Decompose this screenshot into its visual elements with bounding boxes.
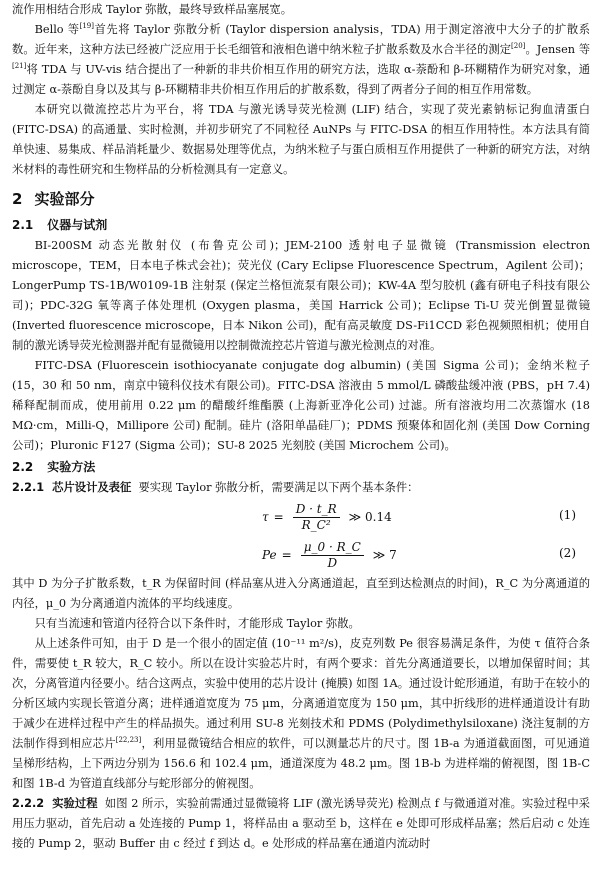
text-span: 如图 2 所示，实验前需通过显微镜将 LIF (激光诱导荧光) 检测点 f 与微通道对准。实验过程中采用压力驱动，首先启动 a 处连接的 Pump 1，将样品由 a 驱动至 b，这样在 e 处即可形成样品塞；然后启动 c 处连接的 Pump 2，驱动 Buffer 由 c 经过 f 到达 d。e 处形成的样品塞在通道内流动时 [12,797,590,850]
eq-fraction [301,540,364,571]
eq-number: (2) [559,546,576,560]
eq-relation: ≫ 0.14 [348,510,392,524]
citation-19: [19] [79,22,94,31]
section-title: 实验部分 [34,190,95,208]
paragraph-study-summary: 本研究以微流控芯片为平台，将 TDA 与激光诱导荧光检测 (LIF) 结合，实现了荧光素钠标记狗血清蛋白 (FITC-DSA) 的高通量、实时检测，并初步研究了不同粒径 AuNPs 与 FITC-DSA 的相互作用特性。本方法具有简单快速、易集成、样品消耗量少、数据易处理等优点，为纳米粒子与蛋白质相互作用提供了一种新的研究方法，对纳米材料的毒性研究和生物样品的分析检测具有一定意义。 [12,103,590,176]
section-title: 实验过程 [52,797,98,810]
text-span: Bello 等 [34,23,80,36]
citation-22-23: [22,23] [115,736,142,745]
eq-lhs: Pe [262,548,277,562]
eq-numerator: D · t_R [293,502,340,518]
section-number: 2.2 [12,460,34,474]
text-span: 从上述条件可知，由于 D 是一个很小的固定值 (10⁻¹¹ m²/s)，皮克列数 Pe 很容易满足条件，为使 τ 值符合条件，需要使 t_R 较大，R_C 较小。所以在设计实验芯片时，有两个要求：首先分离通道要长，以增加保留时间；其次，分离管道内径要小。结合这两点，实验中使用的芯片设计 (掩膜) 如图 1A。通过设计蛇形通道，有助于在较小的分析区域内实现长管道分离；进样通道宽度为 75 μm，分离通道宽度为 150 μm，其中折线形的进样通道设计有助于减少在进样过程中产生的样品损失。通过利用 SU-8 光刻技术和 PDMS (Polydimethylsiloxane) 浇注复制的方法制作得到相应芯片 [12,637,590,750]
equation-1 [12,498,590,536]
section-heading-2-1 [12,216,590,234]
paragraph-variable-definitions: 其中 D 为分子扩散系数，t_R 为保留时间 (样品塞从进入分离通道起，直至到达检测点的时间)，R_C 为分离通道的内径，μ_0 为分离通道内流体的平均线速度。 [12,577,590,610]
citation-20: [20] [511,42,526,51]
equation-2 [12,536,590,574]
paragraph-intro-end: 流作用相结合形成 Taylor 弥散，最终导致样品塞展宽。 [12,3,293,16]
paragraph-bello-tda [12,20,590,100]
subsection-heading-2-2-2 [12,797,98,810]
section-number: 2.2.1 [12,481,45,494]
eq-equals: = [281,548,292,562]
text-span: 将 TDA 与 UV-vis 结合提出了一种新的非共价相互作用的研究方法，选取 α-萘酚和 β-环糊精作为研究对象，通过测定 α-萘酚自身以及其与 β-环糊精非共价相互作用后的扩散系数，得到了两者分子间的相互作用常数。 [12,63,590,96]
text-span: ，利用显微镜结合相应的软件，可以测量芯片的尺寸。图 1B-a 为通道截面图，可见通道呈梯形结构，上下两边分别为 156.6 和 102.4 μm，通道深度为 48.2 μm。图 1B-b 为进样端的俯视图，图 1B-C 和图 1B-d 为管道直线部分与蛇形部分的俯视图。 [12,737,590,790]
eq-equals: = [273,510,284,524]
section-title: 实验方法 [47,460,96,474]
paragraph-experiment-process [12,794,590,854]
section-number: 2.1 [12,218,34,232]
eq-number: (1) [559,508,576,522]
section-number: 2 [12,190,23,208]
eq-numerator: μ_0 · R_C [301,540,364,556]
section-title: 仪器与试剂 [47,218,108,232]
section-title: 芯片设计及表征 [52,481,132,494]
paragraph-chip-design [12,634,590,794]
eq-denominator: D [327,555,338,570]
text-span: 要实现 Taylor 弥散分析，需要满足以下两个基本条件： [138,481,419,494]
eq-fraction [293,502,340,533]
eq-relation: ≫ 7 [372,548,397,562]
citation-21: [21] [12,62,27,71]
subsection-heading-2-2-1 [12,481,131,494]
paragraph-chip-design-intro [12,478,590,498]
text-span: 。Jensen 等 [525,43,590,56]
paragraph-reagents: FITC-DSA (Fluorescein isothiocyanate conjugate dog albumin) (美国 Sigma 公司)；金纳米粒子 (15，30 和 50 nm，南京中镜科仪技术有限公司)。FITC-DSA 溶液由 5 mmol/L 磷酸盐缓冲液 (PBS，pH 7.4) 稀释配制而成，使用前用 0.22 μm 的醋酸纤维酯膜 (上海新亚净化公司) 过滤。所有溶液均用二次蒸馏水 (18 MΩ·cm，Milli-Q，Millipore 公司) 配制。硅片 (洛阳单晶硅厂)；PDMS 预聚体和固化剂 (美国 Dow Corning 公司)；Pluronic F127 (Sigma 公司)；SU-8 2025 光刻胶 (美国 Microchem 公司)。 [12,359,590,452]
eq-denominator: R_C² [301,517,331,532]
eq-lhs: τ [262,510,269,524]
section-number: 2.2.2 [12,797,45,810]
paragraph-instruments: BI-200SM 动态光散射仪 (布鲁克公司)；JEM-2100 透射电子显微镜 (Transmission electron microscope，TEM，日本电子株式会社)；荧光仪 (Cary Eclipse Fluorescence Spectrum，Agilent 公司)；LongerPump TS-1B/W0109-1B 注射泵 (保定兰格恒流泵有限公司)；KW-4A 型匀胶机 (鑫有研电子科技有限公司)；PDC-32G 氧等离子体处理机 (Oxygen plasma，美国 Harrick 公司)；Eclipse Ti-U 荧光倒置显微镜 (Inverted fluorescence microscope，日本 Nikon 公司)，配有高灵敏度 DS-Fi1CCD 彩色视频照相机；使用自制的激光诱导荧光检测器并配有显微镜用以控制微流控芯片管道与激光检测点的对准。 [12,239,590,352]
paragraph-condition: 只有当流速和管道内径符合以下条件时，才能形成 Taylor 弥散。 [34,617,360,630]
section-heading-2-2 [12,458,590,476]
text-span: 首先将 Taylor 弥散分析 (Taylor dispersion analysis，TDA) 用于测定溶液中大分子的扩散系数。近年来，这种方法已经被广泛应用于长毛细管和液相色谱中纳米粒子扩散系数及水合半径的测定 [12,23,591,56]
section-heading-2 [12,188,590,210]
